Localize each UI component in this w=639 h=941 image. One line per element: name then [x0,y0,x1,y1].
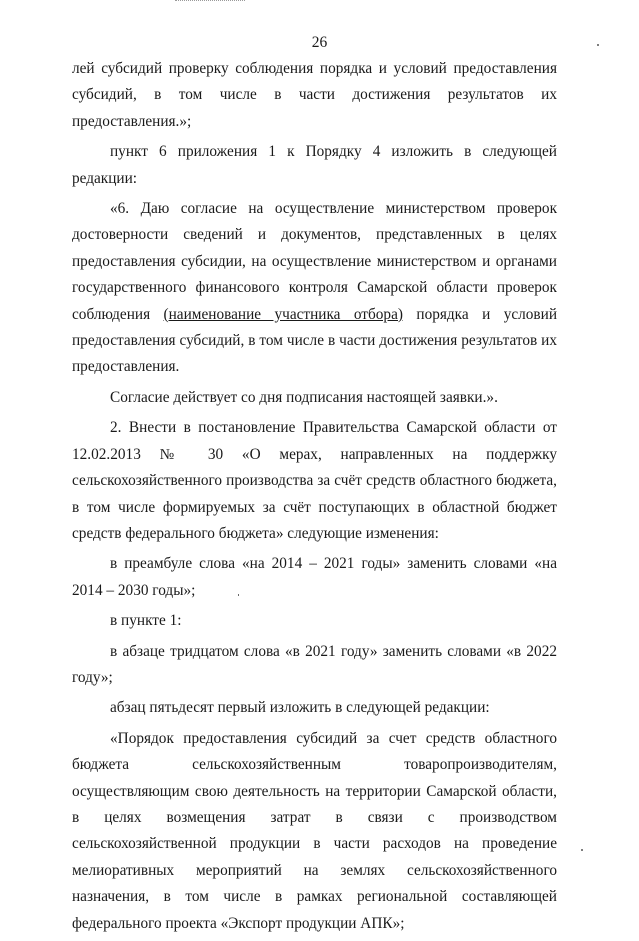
scan-speck [581,849,583,851]
consent-text-after: порядка и условий предоставления субсидий, в том числе в части достижения результатов их предоставления. [72,305,558,376]
paragraph-continuation: лей субсидий проверку соблюдения порядка и условий предоставления субсидий, в том числе в части достижения результатов их предоставления.»; [72,60,557,130]
paragraph-subsidy-procedure: «Порядок предоставления субсидий за счет средств областного бюджета сельскохозяйственным товаропроизводителям, осуществляющим свою деятельность на территории Самарской области, в целях возмещения затрат в связи с производством сельскохозяйственной продукции в части расходов на проведение мелиоративных мероприятий на землях сельскохозяйственного назначения, в том числе в рамках региональной составляющей федерального проекта «Экспорт продукции АПК»; [72,729,557,932]
paragraph-item-6-intro: пункт 6 приложения 1 к Порядку 4 изложить в следующей редакции: [72,143,557,187]
page-number: 26 [311,34,328,51]
paragraph-fifty-first-abzac: абзац пятьдесят первый изложить в следующей редакции: [110,699,490,717]
document-body [72,56,557,941]
scan-edge-mark [175,0,245,3]
scan-speck [597,44,599,46]
participant-name-placeholder: (наименование участника отбора) [163,305,403,323]
paragraph-amendment-2: 2. Внести в постановление Правительства Самарской области от 12.02.2013 № 30 «О мерах, направленных на поддержку сельскохозяйственного производства за счёт средств областного бюджета, в том числе формируемых за счёт поступающих в областной бюджет средств федерального бюджета» следующие изменения: [72,419,557,542]
consent-text-before: «6. Даю согласие на осуществление министерством проверок достоверности сведений и документов, представленных в целях предоставления субсидии, на осуществление министерством и органами государственного финансового контроля Самарской области проверок соблюдения [72,200,557,323]
paragraph-consent-validity: Согласие действует со дня подписания настоящей заявки.». [110,388,498,406]
paragraph-thirtieth-abzac: в абзаце тридцатом слова «в 2021 году» заменить словами «в 2022 году»; [72,642,557,686]
paragraph-point-1: в пункте 1: [110,612,182,630]
scan-speck [238,594,239,596]
paragraph-preamble-change: в преамбуле слова «на 2014 – 2021 годы» заменить словами «на 2014 – 2030 годы»; [72,555,557,599]
paragraph-consent-text [72,196,557,381]
